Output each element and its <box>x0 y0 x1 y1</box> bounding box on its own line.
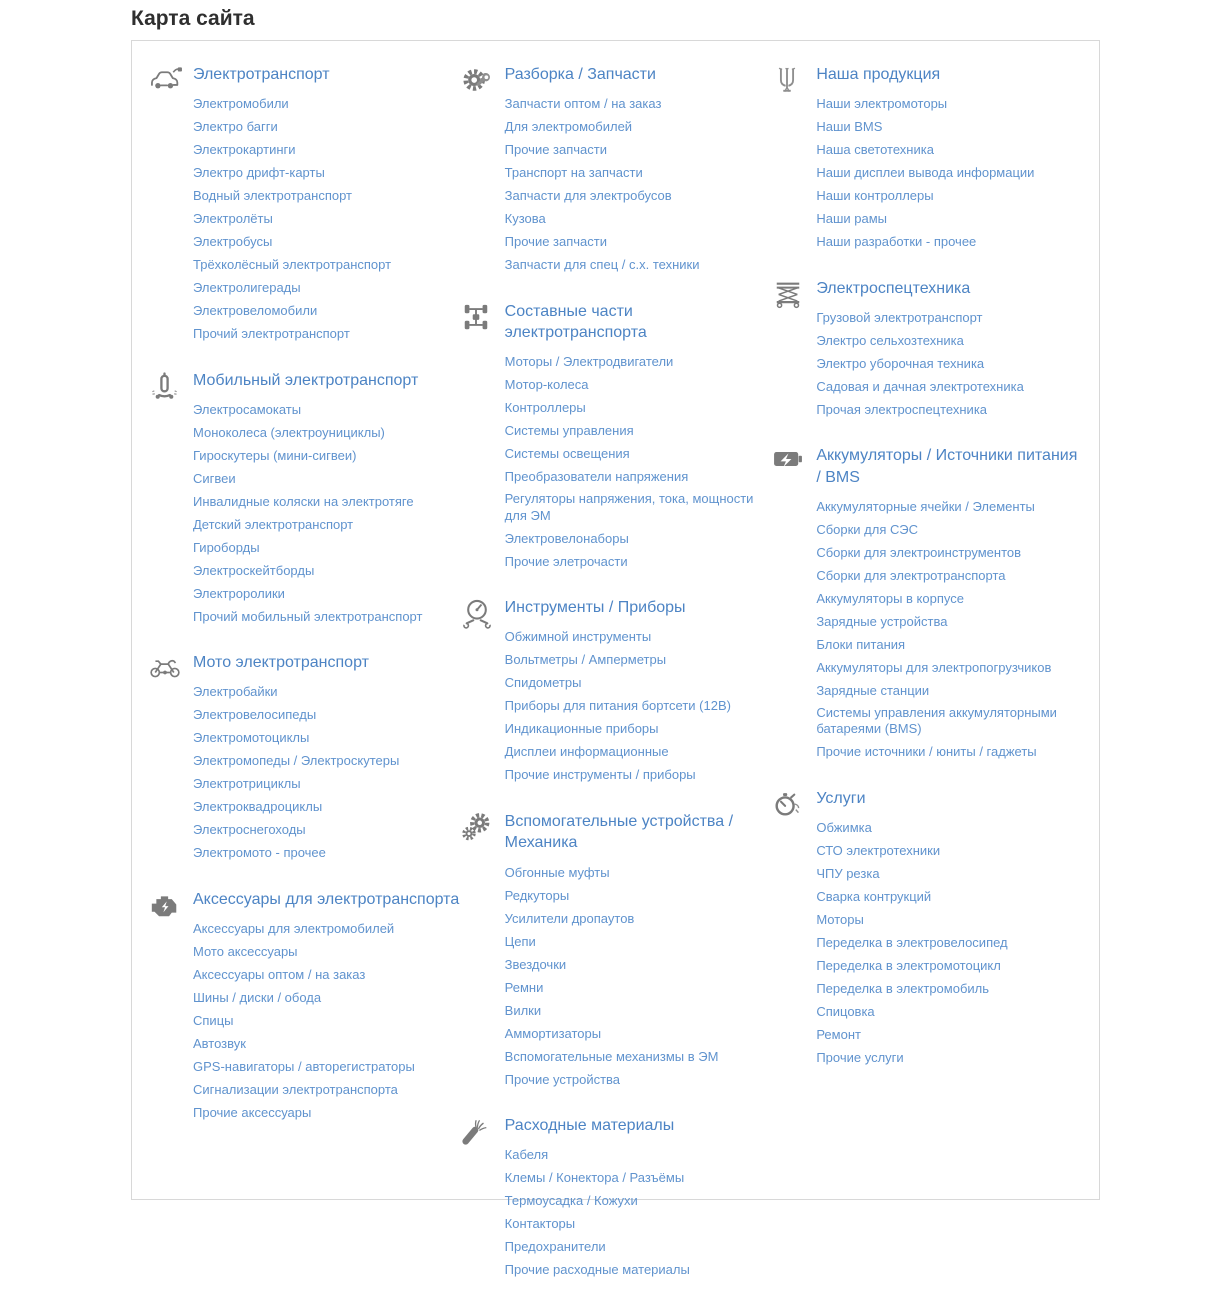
list-item <box>505 1236 773 1259</box>
list-item <box>816 541 1084 564</box>
list-item <box>505 976 773 999</box>
list-item <box>816 231 1084 254</box>
list-item <box>505 208 773 231</box>
section-title-link[interactable]: Вспомогательные устройства / Механика <box>504 812 734 852</box>
list-item <box>505 443 773 466</box>
list-item <box>816 741 1084 764</box>
page-title: Карта сайта <box>131 7 255 30</box>
list-item <box>505 374 773 397</box>
list-item <box>193 231 461 254</box>
list-item <box>193 490 461 513</box>
section-title-link[interactable]: Расходные материалы <box>504 1117 675 1135</box>
sitemap-link[interactable]: Прочие запчасти <box>504 234 607 250</box>
section-body <box>193 63 461 346</box>
sitemap-link[interactable]: Транспорт на запчасти <box>504 165 643 181</box>
sitemap-link[interactable]: Редкуторы <box>504 887 570 903</box>
list-item <box>816 633 1084 656</box>
section-link-list <box>193 917 461 1124</box>
list-item <box>193 93 461 116</box>
sitemap-link[interactable]: Контроллеры <box>504 400 586 416</box>
list-item <box>193 1078 461 1101</box>
list-item <box>816 518 1084 541</box>
sitemap-link[interactable]: Электро сельхозтехника <box>816 332 964 348</box>
list-item <box>505 953 773 976</box>
sitemap-section <box>461 300 773 574</box>
list-item <box>816 977 1084 1000</box>
sitemap-link[interactable]: ЧПУ резка <box>816 865 880 881</box>
section-title-link[interactable]: Услуги <box>816 789 866 807</box>
sitemap-link[interactable]: Сборки для электроинструментов <box>816 544 1022 560</box>
list-item <box>193 559 461 582</box>
list-item <box>193 1101 461 1124</box>
list-item <box>816 1023 1084 1046</box>
list-item <box>505 764 773 787</box>
sitemap-link[interactable]: Электровеломобили <box>193 303 318 319</box>
list-item <box>193 605 461 628</box>
sitemap-link[interactable]: Наши рамы <box>816 211 887 227</box>
sitemap-link[interactable]: Автозвук <box>193 1035 246 1051</box>
list-item <box>193 254 461 277</box>
sitemap-link[interactable]: Сигвеи <box>193 470 236 486</box>
sitemap-link[interactable]: Прочие устройства <box>504 1071 621 1087</box>
engine-icon <box>149 888 193 1125</box>
sitemap-section <box>149 888 461 1125</box>
sitemap-link[interactable]: Электромопеды / Электроскутеры <box>193 753 400 769</box>
sitemap-link[interactable]: GPS-навигаторы / авторегистраторы <box>193 1058 415 1074</box>
section-link-list <box>816 816 1084 1069</box>
sitemap-link[interactable]: Обжимной инструменты <box>504 629 652 645</box>
sitemap-link[interactable]: Системы управления аккумуляторными батареями (BMS) <box>816 704 1057 737</box>
sitemap-link[interactable]: Контакторы <box>504 1216 576 1232</box>
sitemap-section <box>772 444 1084 764</box>
section-link-list <box>505 861 773 1091</box>
section-link-list <box>816 306 1084 421</box>
sitemap-link[interactable]: Электро уборочная техника <box>816 355 985 371</box>
sitemap-link[interactable]: Мото аксессуары <box>193 943 298 959</box>
sitemap-section <box>461 1114 773 1282</box>
sitemap-link[interactable]: Электровелонаборы <box>504 530 629 546</box>
sitemap-link[interactable]: Электролигерады <box>193 280 301 296</box>
sitemap-link[interactable]: Системы управления <box>504 423 634 439</box>
sitemap-link[interactable]: Электробайки <box>193 684 278 700</box>
section-title-link[interactable]: Разборка / Запчасти <box>504 66 656 83</box>
list-item <box>505 1259 773 1282</box>
list-item <box>816 931 1084 954</box>
sitemap-link[interactable]: Индикационные приборы <box>504 721 659 737</box>
gear-wrench-icon <box>461 63 505 277</box>
sitemap-link[interactable]: Прочие аксессуары <box>193 1104 312 1120</box>
sitemap-link[interactable]: Прочие инструменты / приборы <box>504 767 696 783</box>
list-item <box>193 536 461 559</box>
sitemap-link[interactable]: Электролёты <box>193 211 273 227</box>
sitemap-link[interactable]: Запчасти для электробусов <box>504 188 672 204</box>
section-title-link[interactable]: Составные части электротранспорта <box>504 302 647 342</box>
list-item <box>505 489 773 528</box>
list-item <box>505 999 773 1022</box>
section-title-link[interactable]: Мото электротранспорт <box>193 654 369 672</box>
sitemap-link[interactable]: Грузовой электротранспорт <box>816 309 983 325</box>
section-body <box>505 300 773 574</box>
list-item <box>505 884 773 907</box>
sitemap-link[interactable]: Аммортизаторы <box>504 1025 602 1041</box>
cable-icon <box>461 1114 505 1282</box>
list-item <box>816 375 1084 398</box>
sitemap-link[interactable]: Моторы <box>816 911 864 927</box>
scissor-lift-icon <box>772 277 816 422</box>
list-item <box>505 527 773 550</box>
sitemap-link[interactable]: Сварка контрукций <box>816 888 932 904</box>
section-title-link[interactable]: Электроспецтехника <box>816 279 971 297</box>
motorcycle-icon <box>149 651 193 865</box>
sitemap-column-3 <box>772 63 1084 1305</box>
sitemap-link[interactable]: Наша светотехника <box>816 142 934 158</box>
sitemap-link[interactable]: Наши разработки - прочее <box>816 234 977 250</box>
sitemap-link[interactable]: Электро дрифт-карты <box>193 165 325 181</box>
segway-icon <box>149 369 193 629</box>
sitemap-link[interactable]: Электроролики <box>193 585 285 601</box>
battery-icon <box>772 444 816 764</box>
list-item <box>816 885 1084 908</box>
list-item <box>816 1000 1084 1023</box>
list-item <box>505 162 773 185</box>
section-body <box>816 787 1084 1070</box>
list-item <box>816 908 1084 931</box>
sitemap-link[interactable]: Термоусадка / Кожухи <box>504 1193 638 1209</box>
list-item <box>505 231 773 254</box>
sitemap-link[interactable]: Обгонные муфты <box>504 864 610 880</box>
section-title-link[interactable]: Электротранспорт <box>193 66 330 83</box>
sitemap-link[interactable]: Вилки <box>504 1002 542 1018</box>
sitemap-column-2 <box>461 63 773 1305</box>
list-item <box>193 986 461 1009</box>
sitemap-link[interactable]: Предохранители <box>504 1239 606 1255</box>
sitemap-link[interactable]: Аккумуляторы для электропогрузчиков <box>816 659 1052 675</box>
list-item <box>193 185 461 208</box>
sitemap-link[interactable]: Электроквадроциклы <box>193 799 323 815</box>
sitemap-link[interactable]: Блоки питания <box>816 636 906 652</box>
list-item <box>505 139 773 162</box>
section-title-link[interactable]: Инструменты / Приборы <box>504 599 686 617</box>
section-body <box>816 444 1084 764</box>
sitemap-link[interactable]: Гироскутеры (мини-сигвеи) <box>193 447 357 463</box>
list-item <box>505 351 773 374</box>
sitemap-link[interactable]: Садовая и дачная электротехника <box>816 378 1024 394</box>
section-title-link[interactable]: Наша продукция <box>816 66 941 83</box>
section-link-list <box>505 93 773 277</box>
sitemap-link[interactable]: Инвалидные коляски на электротяге <box>193 493 414 509</box>
list-item <box>816 1046 1084 1069</box>
list-item <box>193 582 461 605</box>
list-item <box>505 1144 773 1167</box>
list-item <box>193 300 461 323</box>
section-body <box>193 888 461 1125</box>
section-body <box>816 63 1084 254</box>
list-item <box>816 398 1084 421</box>
sitemap-link[interactable]: Прочие элетрочасти <box>504 553 628 569</box>
list-item <box>193 681 461 704</box>
list-item <box>193 277 461 300</box>
sitemap-link[interactable]: Регуляторы напряжения, тока, мощности для ЭМ <box>504 491 754 523</box>
sitemap-link[interactable]: Электросамокаты <box>193 401 302 417</box>
sitemap-section <box>149 63 461 346</box>
list-item <box>193 704 461 727</box>
sitemap-link[interactable]: Прочий мобильный электротранспорт <box>193 608 423 624</box>
sitemap-section <box>149 369 461 629</box>
list-item <box>193 1009 461 1032</box>
list-item <box>505 741 773 764</box>
sitemap-link[interactable]: Аксессуары для электромобилей <box>193 920 395 936</box>
sitemap-link[interactable]: Кузова <box>504 211 546 227</box>
sitemap-link[interactable]: Электроснегоходы <box>193 822 306 838</box>
list-item <box>505 254 773 277</box>
list-item <box>505 672 773 695</box>
list-item <box>193 1055 461 1078</box>
list-item <box>505 1045 773 1068</box>
list-item <box>193 796 461 819</box>
list-item <box>816 352 1084 375</box>
sitemap-link[interactable]: Запчасти для спец / с.х. техники <box>504 257 700 273</box>
sitemap-link[interactable]: Вспомогательные механизмы в ЭМ <box>504 1048 719 1064</box>
list-item <box>193 773 461 796</box>
gauge-wrench-icon <box>461 596 505 787</box>
section-link-list <box>193 681 461 865</box>
list-item <box>193 421 461 444</box>
section-title-link[interactable]: Аккумуляторы / Источники питания / BMS <box>816 447 1078 486</box>
sitemap-link[interactable]: Моторы / Электродвигатели <box>504 354 674 370</box>
sitemap-link[interactable]: Для электромобилей <box>504 119 633 135</box>
list-item <box>193 116 461 139</box>
section-link-list <box>505 1144 773 1282</box>
sitemap-link[interactable]: Цепи <box>504 933 536 949</box>
sitemap-link[interactable]: Зарядные устройства <box>816 613 948 629</box>
sitemap-link[interactable]: Электрокартинги <box>193 142 296 158</box>
sitemap-link[interactable]: Обжимка <box>816 819 872 835</box>
sitemap-link[interactable]: Аккумуляторы в корпусе <box>816 590 964 606</box>
sitemap-link[interactable]: Запчасти оптом / на заказ <box>504 96 662 112</box>
list-item <box>816 139 1084 162</box>
section-body <box>193 651 461 865</box>
list-item <box>816 862 1084 885</box>
sitemap-section <box>461 596 773 787</box>
list-item <box>505 861 773 884</box>
section-link-list <box>193 398 461 628</box>
sitemap-link[interactable]: Трёхколёсный электротранспорт <box>193 257 392 273</box>
list-item <box>505 93 773 116</box>
list-item <box>193 513 461 536</box>
sitemap-link[interactable]: Вольтметры / Амперметры <box>504 652 667 668</box>
sitemap-link[interactable]: Системы освещения <box>504 446 630 462</box>
list-item <box>193 208 461 231</box>
section-link-list <box>193 93 461 346</box>
list-item <box>193 467 461 490</box>
sitemap-link[interactable]: Переделка в электровелосипед <box>816 934 1008 950</box>
sitemap-link[interactable]: Кабеля <box>504 1147 549 1163</box>
sitemap-link[interactable]: Наши электромоторы <box>816 96 948 112</box>
list-item <box>193 819 461 842</box>
section-body <box>505 596 773 787</box>
list-item <box>193 323 461 346</box>
sitemap-link[interactable]: Дисплеи информационные <box>504 744 669 760</box>
list-item <box>816 162 1084 185</box>
list-item <box>816 116 1084 139</box>
sitemap-section <box>772 277 1084 422</box>
list-item <box>193 727 461 750</box>
trident-icon <box>772 63 816 254</box>
sitemap-link[interactable]: Клемы / Конектора / Разъёмы <box>504 1170 685 1186</box>
list-item <box>193 842 461 865</box>
list-item <box>505 1167 773 1190</box>
list-item <box>505 626 773 649</box>
sitemap-link[interactable]: Спидометры <box>504 675 582 691</box>
list-item <box>505 550 773 573</box>
sitemap-link[interactable]: Наши контроллеры <box>816 188 934 204</box>
list-item <box>193 1032 461 1055</box>
list-item <box>505 1190 773 1213</box>
sitemap-link[interactable]: Ремонт <box>816 1026 861 1042</box>
list-item <box>193 963 461 986</box>
list-item <box>816 185 1084 208</box>
list-item <box>816 816 1084 839</box>
list-item <box>193 444 461 467</box>
list-item <box>816 93 1084 116</box>
list-item <box>505 466 773 489</box>
sitemap-link[interactable]: СТО электротехники <box>816 842 941 858</box>
sitemap-link[interactable]: Переделка в электромобиль <box>816 980 990 996</box>
list-item <box>505 397 773 420</box>
sitemap-link[interactable]: Звездочки <box>504 956 567 972</box>
list-item <box>505 185 773 208</box>
sitemap-link[interactable]: Сигнализации электротранспорта <box>193 1081 398 1097</box>
sitemap-link[interactable]: Электромотоциклы <box>193 730 310 746</box>
list-item <box>193 139 461 162</box>
section-body <box>505 1114 773 1282</box>
sitemap-link[interactable]: Шины / диски / обода <box>193 989 322 1005</box>
sitemap-link[interactable]: Преобразователи напряжения <box>504 469 689 485</box>
sitemap-link[interactable]: Аккумуляторные ячейки / Элементы <box>816 498 1035 514</box>
section-link-list <box>505 351 773 574</box>
list-item <box>816 495 1084 518</box>
sitemap-link[interactable]: Наши BMS <box>816 119 883 135</box>
sitemap-link[interactable]: Электро багги <box>193 119 278 135</box>
sitemap-section <box>461 810 773 1091</box>
sitemap-link[interactable]: Электроскейтборды <box>193 562 315 578</box>
list-item <box>505 930 773 953</box>
sitemap-link[interactable]: Гироборды <box>193 539 260 555</box>
list-item <box>505 1213 773 1236</box>
sitemap-link[interactable]: Наши дисплеи вывода информации <box>816 165 1035 181</box>
sitemap-column-1 <box>149 63 461 1305</box>
sitemap-link[interactable]: Спицовка <box>816 1003 875 1019</box>
sitemap-link[interactable]: Электровелосипеды <box>193 707 317 723</box>
gears-icon <box>461 810 505 1091</box>
sitemap-link[interactable]: Сборки для СЭС <box>816 521 918 537</box>
sitemap-link[interactable]: Прочий электротранспорт <box>193 326 350 342</box>
list-item <box>816 610 1084 633</box>
list-item <box>505 1068 773 1091</box>
list-item <box>816 329 1084 352</box>
list-item <box>505 907 773 930</box>
sitemap-link[interactable]: Прочие расходные материалы <box>504 1262 690 1278</box>
stopwatch-icon <box>772 787 816 1070</box>
list-item <box>193 398 461 421</box>
section-body <box>816 277 1084 422</box>
list-item <box>505 718 773 741</box>
list-item <box>505 420 773 443</box>
list-item <box>816 679 1084 702</box>
sitemap-container <box>131 40 1100 1278</box>
sitemap-section <box>149 651 461 865</box>
sitemap-link[interactable]: Ремни <box>504 979 544 995</box>
chassis-icon <box>461 300 505 574</box>
sitemap-link[interactable]: Электромото - прочее <box>193 845 326 861</box>
sitemap-link[interactable]: Водный электротранспорт <box>193 188 352 204</box>
list-item <box>505 649 773 672</box>
section-body <box>193 369 461 629</box>
list-item <box>505 116 773 139</box>
list-item <box>816 208 1084 231</box>
list-item <box>505 1022 773 1045</box>
list-item <box>816 839 1084 862</box>
section-link-list <box>505 626 773 787</box>
section-link-list <box>816 495 1084 764</box>
section-title-link[interactable]: Мобильный электротранспорт <box>193 371 419 389</box>
sitemap-section <box>772 787 1084 1070</box>
list-item <box>816 702 1084 741</box>
sitemap-link[interactable]: Электромобили <box>193 96 289 112</box>
sitemap-link[interactable]: Зарядные станции <box>816 682 930 698</box>
sitemap-link[interactable]: Прочие запчасти <box>504 142 607 158</box>
sitemap-link[interactable]: Прочие источники / юниты / гаджеты <box>816 744 1037 760</box>
sitemap-link[interactable]: Усилители дропаутов <box>504 910 635 926</box>
sitemap-link[interactable]: Аксессуары оптом / на заказ <box>193 966 366 982</box>
list-item <box>193 940 461 963</box>
list-item <box>816 954 1084 977</box>
sitemap-section <box>772 63 1084 254</box>
sitemap-link[interactable]: Приборы для питания бортсети (12В) <box>504 698 731 714</box>
list-item <box>193 162 461 185</box>
section-title-link[interactable]: Аксессуары для электротранспорта <box>193 890 460 908</box>
list-item <box>816 306 1084 329</box>
sitemap-link[interactable]: Электробусы <box>193 234 273 250</box>
sitemap-link[interactable]: Спицы <box>193 1012 234 1028</box>
section-body <box>505 810 773 1091</box>
list-item <box>816 587 1084 610</box>
section-link-list <box>816 93 1084 254</box>
sitemap-link[interactable]: Сборки для электротранспорта <box>816 567 1006 583</box>
electric-car-icon <box>149 63 193 346</box>
list-item <box>816 656 1084 679</box>
sitemap-link[interactable]: Моноколеса (электроунициклы) <box>193 424 385 440</box>
section-body <box>505 63 773 277</box>
sitemap-link[interactable]: Электротрициклы <box>193 776 301 792</box>
list-item <box>505 695 773 718</box>
sitemap-link[interactable]: Детский электротранспорт <box>193 516 354 532</box>
sitemap-link[interactable]: Прочие услуги <box>816 1049 904 1065</box>
sitemap-section <box>461 63 773 277</box>
sitemap-link[interactable]: Переделка в электромотоцикл <box>816 957 1001 973</box>
list-item <box>193 750 461 773</box>
list-item <box>193 917 461 940</box>
sitemap-link[interactable]: Прочая электроспецтехника <box>816 401 988 417</box>
list-item <box>816 564 1084 587</box>
sitemap-link[interactable]: Мотор-колеса <box>504 377 589 393</box>
